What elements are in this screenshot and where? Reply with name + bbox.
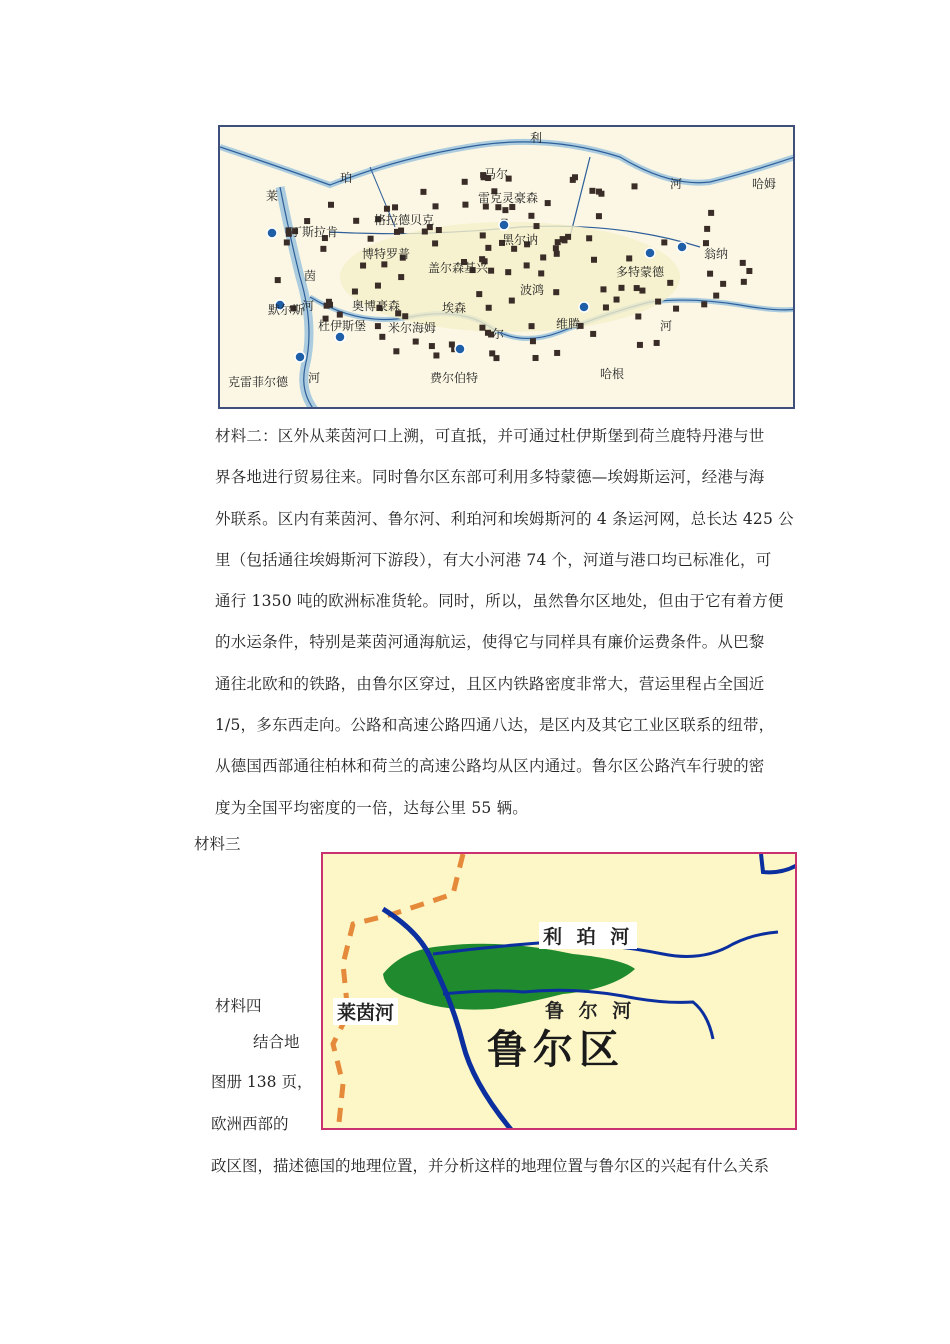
river-label-lippe-1: 利 [530, 131, 543, 145]
industry-marker [560, 236, 566, 242]
material4-line: 欧洲西部的 [211, 1115, 289, 1133]
material4-label: 材料四 [215, 997, 262, 1015]
industry-marker [741, 279, 747, 285]
industry-marker [352, 289, 358, 295]
city-dot [267, 228, 277, 238]
industry-marker [413, 339, 419, 345]
industry-marker [381, 261, 387, 267]
industry-marker [392, 204, 398, 210]
city-dinslaken: 丁斯拉肯 [290, 225, 339, 239]
city-dot [499, 220, 509, 230]
industry-marker [661, 239, 667, 245]
industry-marker [486, 305, 492, 311]
industry-marker [634, 285, 640, 291]
label-rhine: 莱茵河 [333, 998, 398, 1025]
industry-marker [420, 189, 426, 195]
material2-line: 界各地进行贸易往来。同时鲁尔区东部可利用多特蒙德—埃姆斯运河，经港与海 [215, 468, 765, 487]
industry-marker [368, 236, 374, 242]
material2-line: 通行 1350 吨的欧洲标准货轮。同时，所以，虽然鲁尔区地处，但由于它有着方便 [215, 592, 784, 611]
city-oberhausen: 奥博豪森 [352, 299, 401, 313]
city-dot [645, 248, 655, 258]
industry-marker [328, 202, 334, 208]
city-dortmund: 多特蒙德 [616, 265, 665, 279]
industry-marker [502, 207, 508, 213]
material2-line: 通往北欧和的铁路，由鲁尔区穿过，且区内铁路密度非常大，营运里程占全国近 [215, 674, 765, 693]
industry-marker [530, 338, 536, 344]
industry-marker [429, 343, 435, 349]
dortmund-ems-canal [570, 157, 590, 237]
industry-marker [375, 283, 381, 289]
map2-shapes [323, 854, 797, 1130]
industry-marker [614, 297, 620, 303]
industry-marker [529, 323, 535, 329]
industry-marker [360, 263, 366, 269]
industry-marker [284, 239, 290, 245]
river-label-rhine-bottom: 河 [308, 371, 321, 385]
city-velbert: 费尔伯特 [430, 371, 479, 385]
industry-marker [538, 270, 544, 276]
city-marl: 马尔 [484, 167, 509, 181]
label-ruhr-river: 鲁 尔 河 [545, 1000, 636, 1022]
industry-marker [524, 262, 530, 268]
industry-marker [667, 280, 673, 286]
city-gladbeck: 格拉德贝克 [374, 213, 435, 227]
industry-marker [462, 179, 468, 185]
industry-marker [320, 246, 326, 252]
material4-line: 结合地 [253, 1033, 300, 1051]
industry-marker [673, 306, 679, 312]
industry-marker [635, 313, 641, 319]
industry-marker [591, 257, 597, 263]
industry-marker [626, 255, 632, 261]
industry-marker [398, 274, 404, 280]
industry-marker [540, 254, 546, 260]
industry-marker [553, 289, 559, 295]
city-bottrop: 博特罗普 [362, 247, 411, 261]
industry-marker [393, 348, 399, 354]
ruhr-detail-map [218, 125, 795, 409]
industry-marker [505, 269, 511, 275]
material2-line: 从德国西部通往柏林和荷兰的高速公路均从区内通过。鲁尔区公路汽车行驶的密 [215, 757, 765, 776]
industry-marker [533, 355, 539, 361]
river-label-lippe-3: 莱 [266, 189, 279, 203]
material2-line: 里（包括通往埃姆斯河下游段），有大小河港 74 个，河道与港口均已标准化，可 [215, 550, 772, 569]
industry-marker [449, 341, 455, 347]
industry-marker [553, 245, 559, 251]
material4-last-line: 政区图，描述德国的地理位置，并分析这样的地理位置与鲁尔区的兴起有什么关系 [211, 1157, 770, 1175]
industry-marker [528, 213, 534, 219]
industry-marker [493, 355, 499, 361]
material3-label: 材料三 [194, 835, 241, 853]
river-label-upper: 河 [670, 177, 683, 191]
material4-line: 图册 138 页， [211, 1073, 313, 1091]
city-dot [677, 242, 687, 252]
city-dot [579, 302, 589, 312]
city-dot [455, 344, 465, 354]
material2-paragraph [215, 416, 815, 829]
city-gelsenkirchen: 盖尔森基兴 [428, 261, 489, 275]
label-ruhr-region: 鲁尔区 [487, 1026, 625, 1073]
city-recklinghausen: 雷克灵豪森 [478, 191, 539, 205]
label-lippe: 利 珀 河 [539, 922, 637, 949]
ruhr-overview-map [321, 852, 797, 1130]
industry-marker [590, 331, 596, 337]
industry-marker [485, 245, 491, 251]
material2-line: 外联系。区内有莱茵河、鲁尔河、利珀河和埃姆斯河的 4 条运河网，总长达 425 公 [215, 509, 794, 528]
industry-marker [554, 350, 560, 356]
city-moers: 默尔斯 [268, 303, 305, 317]
industry-marker [708, 210, 714, 216]
industry-marker [720, 281, 726, 287]
city-herne: 黑尔讷 [502, 233, 539, 247]
city-krefeld: 克雷菲尔德 [228, 375, 289, 389]
material2-line: 1/5，多东西走向。公路和高速公路四通八达，是区内及其它工业区联系的纽带， [215, 716, 775, 735]
material2-line: 材料二：区外从莱茵河口上溯，可直抵，并可通过杜伊斯堡到荷兰鹿特丹港与世 [215, 427, 765, 445]
city-dot [295, 352, 305, 362]
river-label-rhine-2: 茵 [304, 269, 317, 283]
industry-marker [476, 291, 482, 297]
river-label-lippe-2: 珀 [340, 171, 353, 185]
industry-marker [480, 232, 486, 238]
industry-marker [488, 268, 494, 274]
industry-marker [353, 218, 359, 224]
industry-marker [509, 298, 515, 304]
river-label-rhine-3: 河 [302, 299, 315, 313]
industry-marker [598, 191, 604, 197]
industry-marker [479, 325, 485, 331]
river-top-right [761, 854, 797, 872]
industry-marker [596, 213, 602, 219]
industry-marker [586, 235, 592, 241]
industry-marker [654, 340, 660, 346]
industry-marker [436, 227, 442, 233]
industry-marker [746, 268, 752, 274]
industry-marker [433, 352, 439, 358]
industry-marker [398, 228, 404, 234]
city-witten: 维腾 [556, 317, 581, 331]
industry-marker [326, 299, 332, 305]
city-hamm: 哈姆 [752, 177, 777, 191]
industry-marker [432, 240, 438, 246]
industry-marker [707, 271, 713, 277]
river-label-right: 河 [660, 319, 673, 333]
industry-marker [545, 200, 551, 206]
city-bochum: 波鸿 [520, 283, 545, 297]
city-hagen: 哈根 [600, 367, 625, 381]
city-unna: 翁纳 [704, 247, 729, 261]
industry-marker [632, 183, 638, 189]
industry-marker [554, 251, 560, 257]
industry-marker [534, 223, 540, 229]
industry-marker [639, 288, 645, 294]
industry-marker [565, 234, 571, 240]
city-duisburg: 杜伊斯堡 [318, 319, 367, 333]
industry-marker [618, 285, 624, 291]
industry-marker [570, 177, 576, 183]
industry-marker [589, 188, 595, 194]
industry-marker [701, 301, 707, 307]
industry-marker [485, 330, 491, 336]
industry-marker [713, 293, 719, 299]
river-label-ruhr-1: 尔 [492, 327, 505, 341]
city-muelheim: 米尔海姆 [388, 321, 437, 335]
industry-marker [637, 342, 643, 348]
industry-marker [433, 203, 439, 209]
industry-marker [603, 304, 609, 310]
industry-marker [275, 277, 281, 283]
industry-marker [600, 286, 606, 292]
industry-marker [740, 260, 746, 266]
material2-line: 的水运条件，特别是莱茵河通海航运，使得它与同样具有廉价运费条件。从巴黎 [215, 633, 765, 652]
industry-marker [655, 299, 661, 305]
material2-line: 度为全国平均密度的一倍，达每公里 55 辆。 [215, 798, 528, 817]
industry-marker [704, 226, 710, 232]
industry-marker [379, 334, 385, 340]
industry-marker [462, 202, 468, 208]
city-essen: 埃森 [442, 301, 467, 315]
industry-marker [375, 323, 381, 329]
